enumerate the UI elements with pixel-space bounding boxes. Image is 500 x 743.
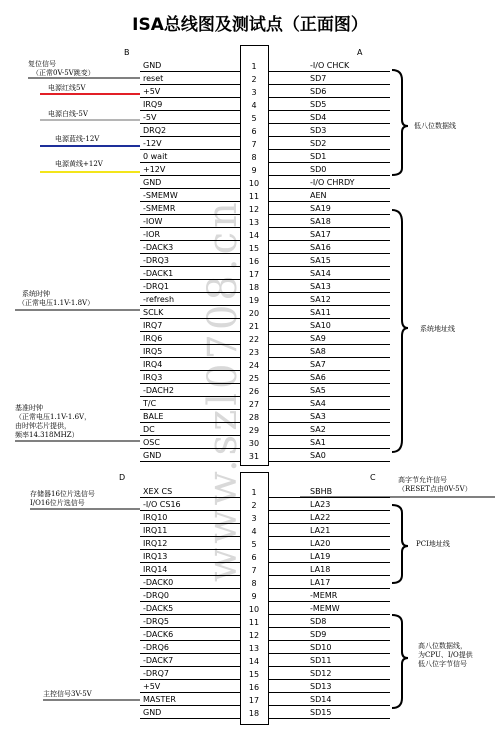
col-header-c: C — [370, 473, 376, 482]
watermark: www.szl0708.cn — [200, 198, 246, 582]
top-row-pin-number: 8 — [251, 153, 257, 162]
bottom-row-a-signal: SD10 — [310, 643, 332, 652]
bottom-row-b-signal: IRQ11 — [143, 526, 168, 535]
bottom-row-b-signal: XEX CS — [143, 487, 173, 496]
top-row-b-signal: GND — [143, 178, 162, 187]
col-header-b: B — [124, 48, 130, 57]
top-row-a-signal: SD6 — [310, 87, 327, 96]
top-row-b-signal: IRQ4 — [143, 360, 163, 369]
top-row-pin-number: 20 — [248, 309, 260, 318]
top-row-a-signal: SA15 — [310, 256, 331, 265]
bottom-row-b-signal: IRQ12 — [143, 539, 168, 548]
iocs16-note-detail: I/O16位片选信号 — [30, 499, 85, 507]
col-header-d: D — [119, 473, 126, 482]
bottom-row-pin-number: 8 — [251, 579, 257, 588]
bottom-row-pin-number: 10 — [248, 605, 260, 614]
top-row-b-signal: -DACK3 — [143, 243, 174, 252]
bottom-row-pin-number: 12 — [248, 631, 260, 640]
bottom-row-pin-number: 5 — [251, 540, 257, 549]
top-row-pin-number: 10 — [248, 179, 260, 188]
bottom-row-b-signal: GND — [143, 708, 162, 717]
bottom-row-pin-number: 13 — [248, 644, 260, 653]
sclk-note-detail: （正常电压1.1V-1.8V） — [18, 299, 95, 307]
top-row-b-signal: GND — [143, 61, 162, 70]
top-row-b-signal: SCLK — [143, 308, 164, 317]
top-row-a-signal: SA4 — [310, 399, 326, 408]
bottom-row-b-signal: -DACK0 — [143, 578, 174, 587]
pci-address-bus-brace — [392, 505, 408, 583]
bottom-row-a-signal: LA22 — [310, 513, 331, 522]
top-row-pin-number: 25 — [248, 374, 260, 383]
top-row-b-signal: BALE — [143, 412, 164, 421]
top-row-b-signal: reset — [143, 74, 164, 83]
top-row-b-signal: -5V — [143, 113, 157, 122]
top-row-pin-number: 3 — [251, 88, 257, 97]
bottom-row-pin-number: 14 — [248, 657, 260, 666]
bottom-row-a-signal: -MEMR — [310, 591, 338, 600]
top-row-pin-number: 11 — [248, 192, 260, 201]
top-row-b-signal: 0 wait — [143, 152, 168, 161]
top-row-b-signal: -refresh — [143, 295, 175, 304]
bottom-row-b-signal: -DRQ0 — [143, 591, 169, 600]
top-row-b-signal: IRQ5 — [143, 347, 163, 356]
top-row-a-signal: SA17 — [310, 230, 331, 239]
bottom-row-b-signal: IRQ13 — [143, 552, 168, 561]
top-row-a-signal: SD1 — [310, 152, 327, 161]
top-row-a-signal: SA10 — [310, 321, 331, 330]
top-row-b-signal: -SMEMR — [143, 204, 176, 213]
top-row-b-signal: -DACH2 — [143, 386, 174, 395]
top-row-pin-number: 13 — [248, 218, 260, 227]
top-row-a-signal: -I/O CHRDY — [310, 178, 355, 187]
system-address-bus-note: 系统地址线 — [420, 325, 455, 333]
bottom-row-a-signal: LA18 — [310, 565, 331, 574]
top-row-pin-number: 24 — [248, 361, 260, 370]
top-row-b-signal: IRQ7 — [143, 321, 163, 330]
top-row-b-signal: -IOR — [143, 230, 161, 239]
iocs16-note-title: 存储器16位片选信号 — [30, 490, 95, 498]
reset-note-title: 复位信号 — [28, 60, 56, 68]
top-row-a-signal: SA1 — [310, 438, 326, 447]
top-row-a-signal: AEN — [310, 191, 327, 200]
top-row-a-signal: SA9 — [310, 334, 326, 343]
bottom-row-a-signal: LA21 — [310, 526, 331, 535]
top-row-a-signal: SA12 — [310, 295, 331, 304]
top-row-a-signal: SA0 — [310, 451, 326, 460]
top-row-b-signal: GND — [143, 451, 162, 460]
low-data-bus-note: 低八位数据线 — [414, 122, 456, 130]
top-row-a-signal: SD2 — [310, 139, 327, 148]
top-row-pin-number: 17 — [248, 270, 260, 279]
bottom-row-pin-number: 17 — [248, 696, 260, 705]
top-row-b-signal: DC — [143, 425, 155, 434]
top-row-b-signal: -IOW — [143, 217, 163, 226]
top-row-a-signal: SA13 — [310, 282, 331, 291]
top-row-a-signal: SA16 — [310, 243, 331, 252]
bottom-row-b-signal: -DRQ6 — [143, 643, 169, 652]
bottom-row-a-signal: SD9 — [310, 630, 327, 639]
bottom-row-b-signal: -DACK7 — [143, 656, 174, 665]
bottom-row-a-signal: SBHB — [310, 487, 333, 496]
top-row-pin-number: 27 — [248, 400, 260, 409]
low-data-bus-brace — [392, 70, 408, 175]
bottom-row-b-signal: MASTER — [143, 695, 176, 704]
bottom-row-b-signal: -DRQ5 — [143, 617, 169, 626]
top-row-b-signal: T/C — [143, 399, 157, 408]
top-row-a-signal: SA2 — [310, 425, 326, 434]
yellow-12v-note: 电源黄线+12V — [55, 160, 103, 168]
bottom-row-a-signal: SD14 — [310, 695, 332, 704]
bottom-row-a-signal: SD13 — [310, 682, 332, 691]
top-row-pin-number: 2 — [251, 75, 257, 84]
system-address-bus-brace — [392, 210, 408, 452]
top-row-b-signal: -SMEMW — [143, 191, 178, 200]
bottom-row-a-signal: SD12 — [310, 669, 332, 678]
top-row-a-signal: SA5 — [310, 386, 326, 395]
top-row-b-signal: +12V — [143, 165, 166, 174]
bottom-row-a-signal: SD15 — [310, 708, 332, 717]
bottom-row-pin-number: 11 — [248, 618, 260, 627]
top-row-pin-number: 29 — [248, 426, 260, 435]
bottom-row-pin-number: 15 — [248, 670, 260, 679]
bottom-row-a-signal: LA23 — [310, 500, 331, 509]
top-row-b-signal: -12V — [143, 139, 162, 148]
top-row-b-signal: -DRQ3 — [143, 256, 169, 265]
top-row-pin-number: 4 — [251, 101, 257, 110]
top-row-a-signal: SA6 — [310, 373, 326, 382]
top-row-pin-number: 14 — [248, 231, 260, 240]
top-row-b-signal: IRQ9 — [143, 100, 163, 109]
bottom-row-pin-number: 9 — [251, 592, 257, 601]
sbhe-note-title: 高字节允许信号 — [398, 476, 447, 484]
bottom-row-pin-number: 3 — [251, 514, 257, 523]
bottom-row-b-signal: -DACK5 — [143, 604, 174, 613]
reset-note-detail: （正常0V-5V跳变） — [32, 69, 95, 77]
top-row-pin-number: 12 — [248, 205, 260, 214]
osc-note-line2: （正常电压1.1V-1.6V， — [15, 413, 92, 421]
top-row-pin-number: 30 — [248, 439, 260, 448]
bottom-row-pin-number: 2 — [251, 501, 257, 510]
top-row-pin-number: 6 — [251, 127, 257, 136]
top-row-pin-number: 21 — [248, 322, 260, 331]
top-row-a-signal: SD0 — [310, 165, 327, 174]
top-row-pin-number: 18 — [248, 283, 260, 292]
top-row-a-signal: SD4 — [310, 113, 327, 122]
white-5v-note: 电源白线-5V — [48, 110, 88, 118]
top-row-a-signal: SA11 — [310, 308, 331, 317]
master-note: 主控信号3V-5V — [43, 690, 92, 698]
sbhe-note-detail: （RESET点由0V-5V） — [398, 485, 472, 493]
top-row-b-signal: DRQ2 — [143, 126, 167, 135]
top-row-pin-number: 23 — [248, 348, 260, 357]
top-row-pin-number: 15 — [248, 244, 260, 253]
bottom-row-b-signal: -DACK6 — [143, 630, 174, 639]
bottom-row-b-signal: -I/O CS16 — [143, 500, 181, 509]
bottom-row-pin-number: 16 — [248, 683, 260, 692]
bottom-row-pin-number: 6 — [251, 553, 257, 562]
top-row-b-signal: OSC — [143, 438, 160, 447]
top-row-a-signal: SA8 — [310, 347, 326, 356]
top-row-a-signal: SD5 — [310, 100, 327, 109]
top-row-b-signal: -DRQ1 — [143, 282, 169, 291]
top-row-b-signal: IRQ6 — [143, 334, 163, 343]
bottom-row-pin-number: 18 — [248, 709, 260, 718]
bottom-row-a-signal: LA20 — [310, 539, 331, 548]
bottom-row-b-signal: +5V — [143, 682, 161, 691]
osc-note-line3: 由时钟芯片提供， — [15, 422, 71, 430]
top-row-a-signal: -I/O CHCK — [310, 61, 350, 70]
top-row-a-signal: SD7 — [310, 74, 327, 83]
high-data-bus-note-line1: 高八位数据线， — [418, 642, 467, 650]
bottom-row-a-signal: SD11 — [310, 656, 332, 665]
top-row-pin-number: 5 — [251, 114, 257, 123]
bottom-row-a-signal: SD8 — [310, 617, 327, 626]
top-row-pin-number: 16 — [248, 257, 260, 266]
top-row-a-signal: SD3 — [310, 126, 327, 135]
high-data-bus-brace — [392, 615, 408, 708]
sclk-note-title: 系统时钟 — [22, 290, 50, 298]
top-row-b-signal: -DACK1 — [143, 269, 174, 278]
blue-12v-note: 电源蓝线-12V — [55, 135, 100, 143]
red-5v-note: 电源红线5V — [48, 84, 86, 92]
bottom-row-b-signal: -DRQ7 — [143, 669, 169, 678]
osc-note-line4: 频率14.318MHZ） — [15, 431, 79, 439]
bottom-row-pin-number: 7 — [251, 566, 257, 575]
top-row-pin-number: 7 — [251, 140, 257, 149]
top-row-a-signal: SA7 — [310, 360, 326, 369]
top-row-b-signal: IRQ3 — [143, 373, 163, 382]
page-title: ISA总线图及测试点（正面图） — [132, 15, 368, 35]
bottom-row-b-signal: IRQ10 — [143, 513, 168, 522]
bottom-row-b-signal: IRQ14 — [143, 565, 168, 574]
top-row-a-signal: SA18 — [310, 217, 331, 226]
top-row-pin-number: 22 — [248, 335, 260, 344]
top-row-b-signal: +5V — [143, 87, 161, 96]
bottom-row-pin-number: 1 — [251, 488, 257, 497]
high-data-bus-note-line2: 为CPU、I/O提供 — [418, 651, 473, 659]
top-row-pin-number: 31 — [248, 452, 260, 461]
bottom-row-a-signal: LA19 — [310, 552, 331, 561]
top-row-pin-number: 1 — [251, 62, 257, 71]
top-row-pin-number: 26 — [248, 387, 260, 396]
osc-note-title: 基准时钟 — [15, 404, 43, 412]
top-row-pin-number: 28 — [248, 413, 260, 422]
col-header-a: A — [357, 48, 363, 57]
top-row-a-signal: SA3 — [310, 412, 326, 421]
top-row-pin-number: 9 — [251, 166, 257, 175]
bottom-row-pin-number: 4 — [251, 527, 257, 536]
high-data-bus-note-line3: 低八位字节信号 — [418, 660, 467, 668]
top-row-a-signal: SA19 — [310, 204, 331, 213]
top-row-pin-number: 19 — [248, 296, 260, 305]
bottom-row-a-signal: -MEMW — [310, 604, 340, 613]
top-row-a-signal: SA14 — [310, 269, 331, 278]
bottom-row-a-signal: LA17 — [310, 578, 331, 587]
pci-address-bus-note: PCI地址线 — [416, 540, 450, 548]
